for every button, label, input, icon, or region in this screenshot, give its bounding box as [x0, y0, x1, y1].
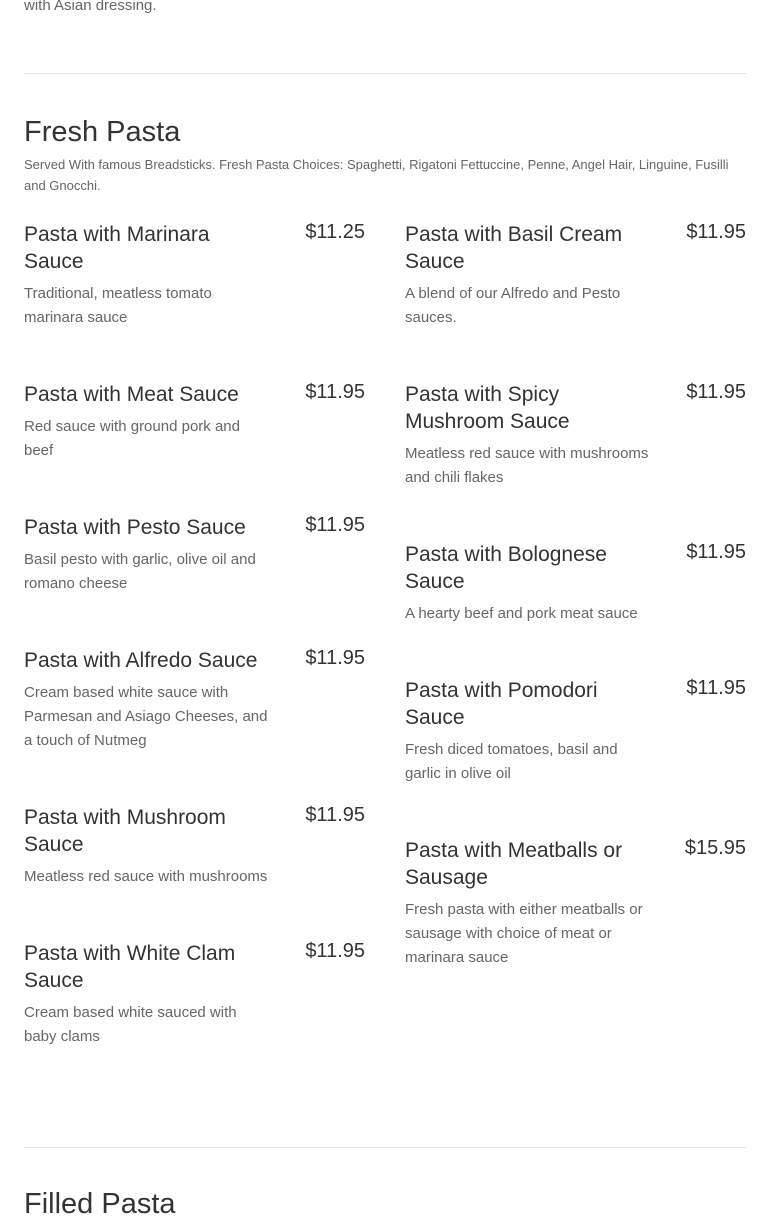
menu-item-description: A hearty beef and pork meat sauce [405, 605, 638, 622]
menu-item-description: Traditional, meatless tomato marinara sauce [24, 285, 212, 326]
menu-item[interactable] [405, 834, 746, 970]
menu-item-price: $11.95 [686, 221, 746, 243]
menu-item-description: Cream based white sauce with Parmesan and Asiago Cheeses, and a touch of Nutmeg [24, 684, 268, 749]
menu-item-name: Pasta with Pesto Sauce [24, 516, 246, 539]
menu-item-name: Pasta with Bolognese Sauce [405, 543, 607, 593]
menu-item-description: Red sauce with ground pork and beef [24, 418, 240, 459]
menu-item-description: Meatless red sauce with mushrooms and chili flakes [405, 445, 649, 486]
menu-item[interactable] [24, 644, 365, 753]
menu-item-name: Pasta with Marinara Sauce [24, 223, 210, 273]
menu-item[interactable] [24, 511, 365, 596]
menu-item-price: $11.95 [686, 677, 746, 699]
menu-item[interactable] [24, 378, 365, 463]
next-section-title: Filled Pasta [24, 1188, 176, 1220]
menu-item[interactable] [405, 674, 746, 786]
menu-item-price: $11.95 [305, 804, 365, 826]
menu-column-right [405, 218, 746, 1018]
menu-item-description: Meatless red sauce with mushrooms [24, 868, 268, 885]
menu-item-description: Basil pesto with garlic, olive oil and romano cheese [24, 551, 256, 592]
menu-item[interactable] [405, 378, 746, 490]
menu-item-price: $11.95 [686, 541, 746, 563]
previous-section-description: with Asian dressing. [24, 0, 157, 14]
section-description: Served With famous Breadsticks. Fresh Pasta Choices: Spaghetti, Rigatoni Fettuccine, Penne, Angel Hair, Linguine, Fusilli and Gnocchi. [24, 157, 729, 193]
menu-item-price: $11.95 [305, 514, 365, 536]
menu-item-price: $11.95 [305, 940, 365, 962]
menu-item-price: $11.25 [305, 221, 365, 243]
menu-item-price: $15.95 [684, 837, 746, 859]
menu-item-name: Pasta with Basil Cream Sauce [405, 223, 623, 273]
section-title: Fresh Pasta [24, 116, 181, 148]
menu-item[interactable] [405, 218, 746, 330]
menu-item-price: $11.95 [305, 381, 365, 403]
menu-column-left [24, 218, 365, 1097]
menu-item-name: Pasta with Pomodori Sauce [405, 679, 598, 729]
menu-item[interactable] [405, 538, 746, 626]
menu-item-name: Pasta with Meatballs or Sausage [405, 839, 623, 889]
menu-item-name: Pasta with Alfredo Sauce [24, 649, 258, 672]
menu-item-name: Pasta with White Clam Sauce [24, 942, 236, 992]
menu-item[interactable] [24, 218, 365, 330]
menu-item-price: $11.95 [686, 381, 746, 403]
menu-item[interactable] [24, 801, 365, 889]
menu-item-description: A blend of our Alfredo and Pesto sauces. [405, 285, 621, 326]
menu-item-price: $11.95 [305, 647, 365, 669]
menu-item-name: Pasta with Meat Sauce [24, 383, 239, 406]
section-divider [24, 73, 746, 74]
menu-item-name: Pasta with Spicy Mushroom Sauce [405, 383, 570, 433]
menu-item-description: Fresh pasta with either meatballs or sausage with choice of meat or marinara sauce [405, 901, 643, 966]
section-divider [24, 1147, 746, 1148]
menu-item-name: Pasta with Mushroom Sauce [24, 806, 226, 856]
menu-item-description: Fresh diced tomatoes, basil and garlic in olive oil [405, 741, 618, 782]
menu-item[interactable] [24, 937, 365, 1049]
menu-item-description: Cream based white sauced with baby clams [24, 1004, 237, 1045]
